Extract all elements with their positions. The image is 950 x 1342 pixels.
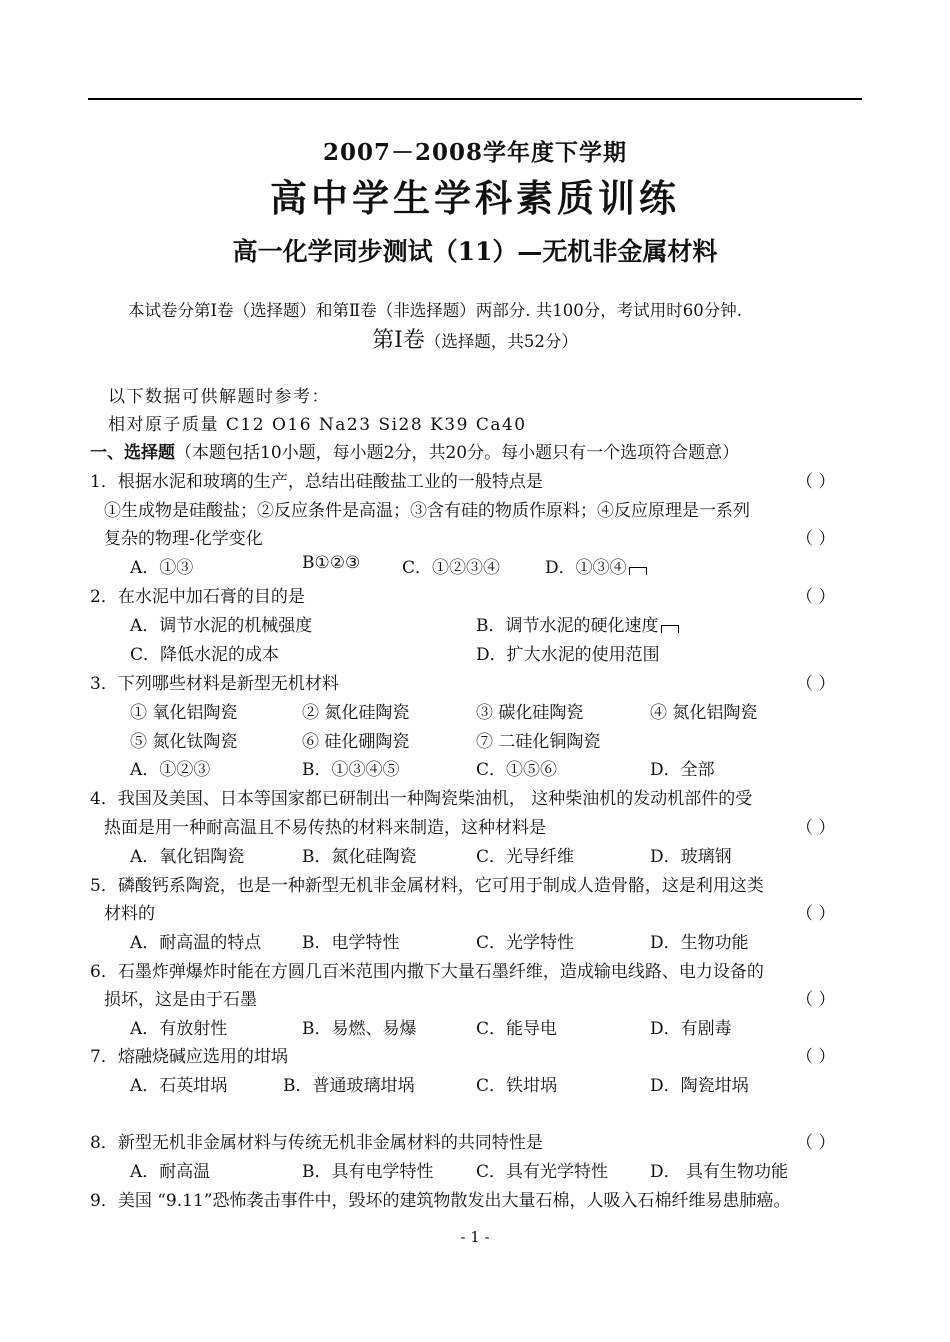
item-1: ① 氧化铝陶瓷 [130,703,238,723]
answer-blank: （ ） [796,1133,836,1153]
part-note: （本题包括10小题，每小题2分，共20分。每小题只有一个选项符合题意） [175,443,740,463]
question-3-options [0,755,950,783]
question-3-stem: 3．下列哪些材料是新型无机材料 （ ） [0,669,950,697]
series-title: 高中学生学科素质训练 [270,177,680,220]
option-b: B．氮化硅陶瓷 [302,847,417,867]
test-intro: 本试卷分第Ⅰ卷（选择题）和第Ⅱ卷（非选择题）两部分. 共100分，考试用时60分钟. [128,301,742,320]
question-8-options [0,1157,950,1185]
option-d: D．生物功能 [650,933,749,953]
question-4-stem: 4．我国及美国、日本等国家都已研制出一种陶瓷柴油机， 这种柴油机的发动机部件的受 [90,789,753,809]
question-3-items-1 [0,698,950,726]
question-4-options [0,842,950,870]
option-b: B．具有电学特性 [302,1162,434,1182]
question-8-stem: 8．新型无机非金属材料与传统无机非金属材料的共同特性是 （ ） [0,1128,950,1156]
page-number: - 1 - [460,1228,490,1246]
section-note: （选择题，共52分） [424,332,578,351]
answer-blank: （ ） [796,587,836,607]
paragraph-mark [629,567,647,575]
option-b: B．电学特性 [302,933,400,953]
question-7-stem: 7．熔融烧碱应选用的坩埚 （ ） [0,1042,950,1070]
option-d: D．陶瓷坩埚 [650,1076,749,1096]
option-a: A．耐高温 [130,1162,211,1182]
question-5-stem: 5．磷酸钙系陶瓷，也是一种新型无机非金属材料，它可用于制成人造骨骼，这是利用这类 [90,876,764,896]
option-c: C．光学特性 [476,933,575,953]
item-6: ⑥ 硅化硼陶瓷 [302,732,410,752]
item-4: ④ 氮化铝陶瓷 [650,703,758,723]
option-c: C．降低水泥的成本 [130,645,280,665]
option-c: C．具有光学特性 [476,1162,609,1182]
option-c: C．铁坩埚 [476,1076,558,1096]
question-2-stem: 2．在水泥中加石膏的目的是 （ ） [0,582,950,610]
school-year-title: 2007－2008学年度下学期 [322,139,628,166]
option-b: B．调节水泥的硬化速度 [476,611,679,636]
answer-blank: （ ） [796,674,836,694]
question-2-options-2 [0,640,950,668]
answer-blank: （ ） [796,472,836,492]
question-3-items-2 [0,727,950,755]
option-c: C．光导纤维 [476,847,575,867]
header-rule [88,98,862,100]
question-5-options [0,928,950,956]
section-heading [0,323,950,354]
option-b: B．①③④⑤ [302,760,400,780]
option-a: A．石英坩埚 [130,1076,228,1096]
option-a: A．①③ [130,558,194,578]
option-b: B①②③ [302,553,361,573]
question-7-options [0,1071,950,1099]
question-6-stem: 6．石墨炸弹爆炸时能在方圆几百米范围内撒下大量石墨纤维，造成输电线路、电力设备的 [90,962,764,982]
option-b: B．易燃、易爆 [302,1019,417,1039]
answer-blank: （ ） [796,818,836,838]
option-d: D．①③④ [545,553,647,578]
paragraph-mark [661,625,679,633]
question-9-stem: 9．美国 “9.11”恐怖袭击事件中，毁坏的建筑物散发出大量石棉，人吸入石棉纤维易患肺癌。 [90,1191,791,1211]
option-d: D．玻璃钢 [650,847,732,867]
item-2: ② 氮化硅陶瓷 [302,703,410,723]
reference-line-1: 以下数据可供解题时参考： [108,387,330,407]
option-a: A．调节水泥的机械强度 [130,616,313,636]
option-c: C．①②③④ [402,558,501,578]
part-heading [0,438,950,466]
question-1-stem: 1．根据水泥和玻璃的生产，总结出硅酸盐工业的一般特点是 （ ） [0,467,950,495]
option-b: B．普通玻璃坩埚 [283,1076,415,1096]
question-2-options-1 [0,611,950,639]
option-c: C．①⑤⑥ [476,760,558,780]
answer-blank: （ ） [796,990,836,1010]
item-7: ⑦ 二硅化铜陶瓷 [476,732,601,752]
answer-blank: （ ） [796,1047,836,1067]
option-a: A．有放射性 [130,1019,228,1039]
item-5: ⑤ 氮化钛陶瓷 [130,732,238,752]
option-c: C．能导电 [476,1019,558,1039]
question-6-line-2: 损坏，这是由于石墨 （ ） [0,985,950,1013]
answer-blank: （ ） [796,904,836,924]
question-1-line-3: 复杂的物理-化学变化 （ ） [0,524,950,552]
question-5-line-2: 材料的 （ ） [0,899,950,927]
question-1-line-2: ①生成物是硅酸盐；②反应条件是高温；③含有硅的物质作原料；④反应原理是一系列 [104,501,750,521]
test-title: 高一化学同步测试（11）—无机非金属材料 [232,237,718,266]
option-d: D．全部 [650,760,715,780]
option-d: D． 具有生物功能 [650,1162,789,1182]
option-a: A．①②③ [130,760,211,780]
option-d: D．有剧毒 [650,1019,732,1039]
part-title: 一、选择题 [90,443,175,463]
option-d: D．扩大水泥的使用范围 [476,645,660,665]
section-title: 第Ⅰ卷 [372,328,425,353]
option-a: A．氧化铝陶瓷 [130,847,245,867]
option-a: A．耐高温的特点 [130,933,262,953]
question-1-options [0,553,950,581]
answer-blank: （ ） [796,529,836,549]
item-3: ③ 碳化硅陶瓷 [476,703,584,723]
reference-line-2: 相对原子质量 C12 O16 Na23 Si28 K39 Ca40 [108,415,527,435]
question-6-options [0,1014,950,1042]
question-4-line-2: 热面是用一种耐高温且不易传热的材料来制造，这种材料是 （ ） [0,813,950,841]
